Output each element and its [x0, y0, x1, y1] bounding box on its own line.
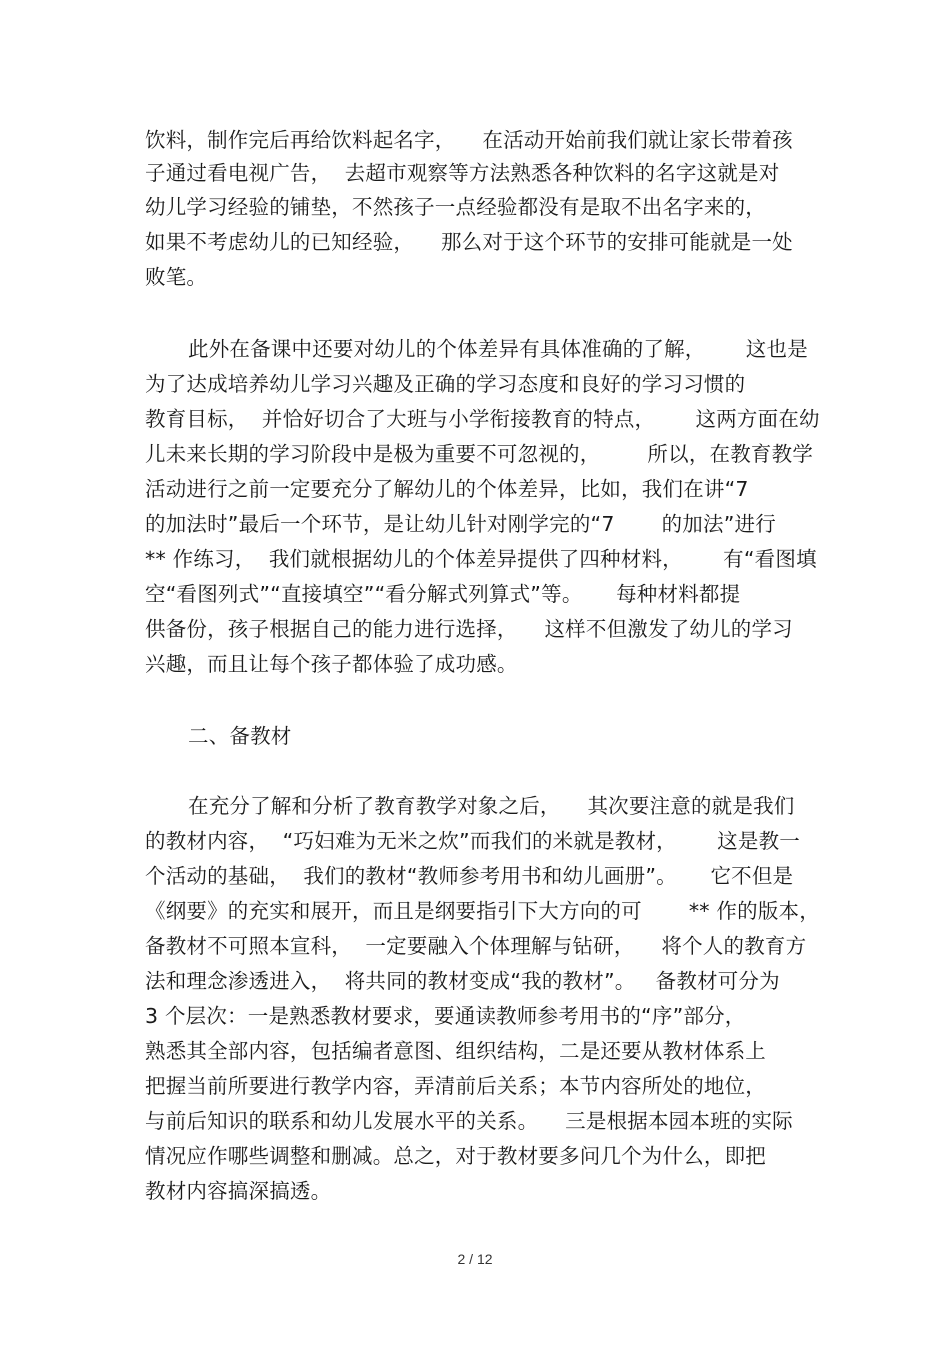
text-line: 备教材不可照本宣科， 一定要融入个体理解与钻研， 将个人的教育方: [145, 934, 807, 958]
text-line: 教育目标， 并恰好切合了大班与小学衔接教育的特点， 这两方面在幼: [145, 407, 820, 431]
text-line: 子通过看电视广告， 去超市观察等方法熟悉各种饮料的名字这就是对: [145, 161, 780, 185]
text-line: 供备份，孩子根据自己的能力进行选择， 这样不但激发了幼儿的学习: [145, 617, 793, 641]
text-line: 在充分了解和分析了教育教学对象之后， 其次要注意的就是我们: [188, 794, 795, 818]
text-line: ** 作练习， 我们就根据幼儿的个体差异提供了四种材料， 有“看图填: [145, 547, 817, 571]
text-line: 情况应作哪些调整和删减。总之，对于教材要多问几个为什么，即把: [145, 1144, 766, 1168]
text-line: 如果不考虑幼儿的已知经验， 那么对于这个环节的安排可能就是一处: [145, 230, 793, 254]
text-line: 的加法时”最后一个环节，是让幼儿针对刚学完的“7 的加法”进行: [145, 512, 776, 536]
text-line: 熟悉其全部内容，包括编者意图、组织结构，二是还要从教材体系上: [145, 1039, 766, 1063]
text-line: 个活动的基础， 我们的教材“教师参考用书和幼儿画册”。 它不但是: [145, 864, 794, 888]
text-line: 兴趣，而且让每个孩子都体验了成功感。: [145, 652, 518, 676]
text-line: 儿未来长期的学习阶段中是极为重要不可忽视的， 所以，在教育教学: [145, 442, 814, 466]
text-line: 饮料，制作完后再给饮料起名字， 在活动开始前我们就让家长带着孩: [145, 128, 793, 152]
text-line: 败笔。: [145, 265, 208, 289]
section-heading: 二、备教材: [188, 724, 292, 748]
text-line: 空“看图列式”“直接填空”“看分解式列算式”等。 每种材料都提: [145, 582, 741, 606]
text-line: 此外在备课中还要对幼儿的个体差异有具体准确的了解， 这也是: [188, 337, 808, 361]
text-line: 的教材内容， “巧妇难为无米之炊”而我们的米就是教材， 这是教一: [145, 829, 800, 853]
text-line: 幼儿学习经验的铺垫，不然孩子一点经验都没有是取不出名字来的，: [145, 195, 766, 219]
page-number: 2 / 12: [457, 1251, 493, 1267]
text-line: 法和理念渗透进入， 将共同的教材变成“我的教材”。 备教材可分为: [145, 969, 780, 993]
text-line: 把握当前所要进行教学内容，弄清前后关系；本节内容所处的地位，: [145, 1074, 766, 1098]
text-line: 活动进行之前一定要充分了解幼儿的个体差异，比如，我们在讲“7: [145, 477, 749, 501]
text-line: 教材内容搞深搞透。: [145, 1179, 332, 1203]
text-line: 3 个层次：一是熟悉教材要求，要通读教师参考用书的“序”部分，: [145, 1004, 746, 1028]
text-line: 《纲要》的充实和展开，而且是纲要指引下大方向的可 ** 作的版本，: [145, 899, 820, 923]
text-line: 为了达成培养幼儿学习兴趣及正确的学习态度和良好的学习习惯的: [145, 372, 746, 396]
text-line: 与前后知识的联系和幼儿发展水平的关系。 三是根据本园本班的实际: [145, 1109, 793, 1133]
